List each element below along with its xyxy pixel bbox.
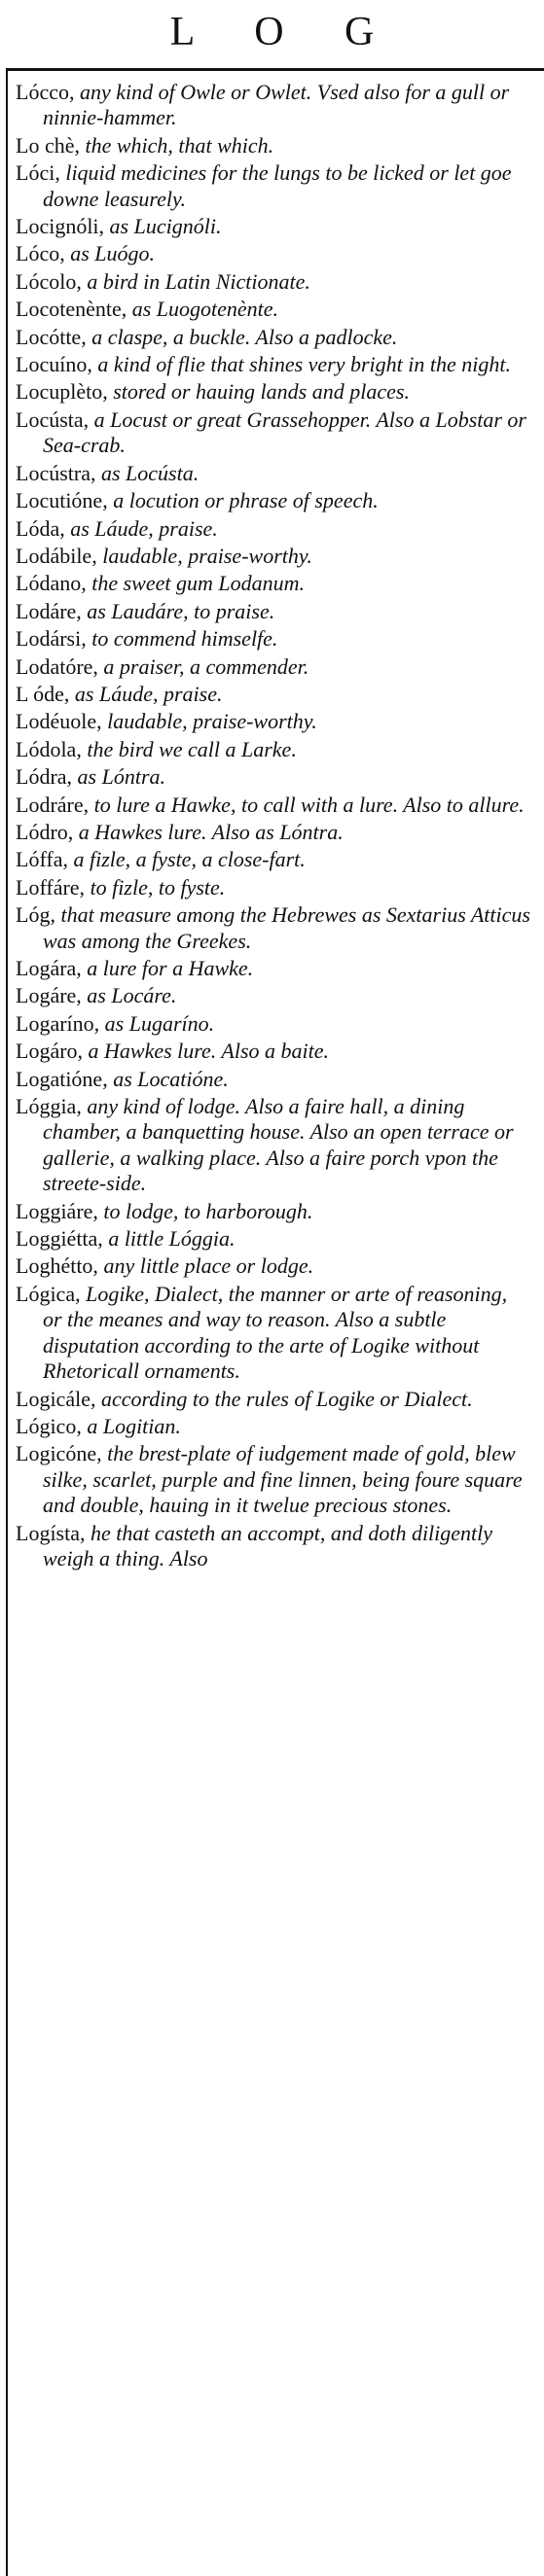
entry-definition: to lure a Hawke, to call with a lure. Also to allure. bbox=[89, 792, 525, 817]
dictionary-entry bbox=[16, 820, 531, 845]
page-header bbox=[0, 0, 544, 64]
entry-definition: to fizle, to fyste. bbox=[85, 874, 226, 900]
dictionary-entry bbox=[16, 241, 531, 266]
entry-definition: a kind of flie that shines very bright in the night. bbox=[91, 352, 511, 377]
entry-headword: Locotenènte, bbox=[16, 297, 127, 322]
entry-definition: that measure among the Hebrewes as Sextarius Atticus was among the Greekes. bbox=[43, 902, 530, 953]
dictionary-entry bbox=[16, 544, 531, 569]
entry-definition: stored or hauing lands and places. bbox=[107, 379, 410, 405]
entry-headword: Lodábile, bbox=[16, 543, 97, 568]
entry-headword: Logáro, bbox=[16, 1039, 84, 1064]
dictionary-entry bbox=[16, 1226, 531, 1252]
entry-definition: as Láude, praise. bbox=[64, 515, 218, 541]
entry-definition: as Locústa. bbox=[95, 460, 199, 485]
entry-headword: Logicále, bbox=[16, 1386, 96, 1411]
entry-headword: Loggiáre, bbox=[16, 1198, 98, 1223]
entry-headword: Lódola, bbox=[16, 736, 82, 761]
entry-definition: he that casteth an accompt, and doth diligently weigh a thing. Also bbox=[43, 1520, 493, 1570]
dictionary-entry bbox=[16, 214, 531, 239]
dictionary-entry bbox=[16, 737, 531, 762]
entry-definition: a praiser, a commender. bbox=[97, 653, 309, 679]
entry-definition: as Luógo. bbox=[64, 241, 155, 266]
entry-headword: Lóggia, bbox=[16, 1094, 82, 1119]
dictionary-entry bbox=[16, 1282, 531, 1385]
entry-definition: any kind of lodge. Also a faire hall, a dining chamber, a banquetting house. Also an open terrace or gallerie, a walking place. Also a faire porch vpon the streete-side. bbox=[43, 1094, 514, 1196]
dictionary-entry bbox=[16, 847, 531, 872]
entry-headword: Locústra, bbox=[16, 460, 96, 485]
entry-headword: Lodáre, bbox=[16, 598, 82, 623]
header-rule bbox=[6, 68, 544, 71]
dictionary-entry bbox=[16, 1039, 531, 1064]
entry-headword: Lóg, bbox=[16, 902, 55, 928]
entry-definition: a Locust or great Grassehopper. Also a Lobstar or Sea-crab. bbox=[43, 406, 526, 458]
entry-headword: Lóda, bbox=[16, 515, 65, 541]
dictionary-entry bbox=[16, 1387, 531, 1412]
dictionary-entry bbox=[16, 599, 531, 624]
dictionary-entry bbox=[16, 1253, 531, 1279]
entry-headword: Lodéuole, bbox=[16, 709, 102, 734]
entry-headword: Lo chè, bbox=[16, 132, 80, 158]
dictionary-entry bbox=[16, 133, 531, 159]
entry-definition: as Locáre. bbox=[81, 983, 177, 1008]
dictionary-entry bbox=[16, 1094, 531, 1197]
entry-definition: a little Lóggia. bbox=[102, 1226, 236, 1252]
entry-definition: liquid medicines for the lungs to be licked or let goe downe leasurely. bbox=[43, 160, 512, 211]
entry-definition: to commend himselfe. bbox=[86, 626, 278, 652]
entry-definition: as Laudáre, to praise. bbox=[81, 598, 275, 623]
dictionary-entry bbox=[16, 516, 531, 542]
entry-headword: Lógico, bbox=[16, 1413, 82, 1438]
entry-headword: Lógica, bbox=[16, 1281, 81, 1306]
entry-headword: Lódano, bbox=[16, 571, 87, 596]
entry-definition: a Logitian. bbox=[81, 1413, 181, 1438]
dictionary-entry bbox=[16, 352, 531, 377]
entry-headword: L óde, bbox=[16, 681, 70, 706]
entry-definition: as Luogotenènte. bbox=[127, 297, 279, 322]
dictionary-entry bbox=[16, 709, 531, 734]
dictionary-entry bbox=[16, 1011, 531, 1037]
dictionary-entry bbox=[16, 325, 531, 350]
dictionary-entry bbox=[16, 764, 531, 790]
entry-definition: the which, that which. bbox=[79, 132, 274, 158]
column-rule bbox=[6, 68, 8, 2576]
entry-headword: Lóco, bbox=[16, 241, 65, 266]
entry-definition: according to the rules of Logike or Dialect. bbox=[95, 1386, 473, 1411]
entry-headword: Locústa, bbox=[16, 406, 90, 432]
dictionary-entry bbox=[16, 983, 531, 1008]
dictionary-entry bbox=[16, 80, 531, 131]
entry-definition: a fizle, a fyste, a close-fart. bbox=[67, 847, 306, 872]
dictionary-entry bbox=[16, 379, 531, 405]
entry-definition: laudable, praise-worthy. bbox=[101, 709, 317, 734]
entry-headword: Logatióne, bbox=[16, 1066, 108, 1091]
entry-headword: Locignóli, bbox=[16, 214, 105, 239]
dictionary-entry bbox=[16, 160, 531, 212]
entry-definition: the bird we call a Larke. bbox=[81, 736, 297, 761]
entry-headword: Lódro, bbox=[16, 819, 74, 844]
entry-definition: a claspe, a buckle. Also a padlocke. bbox=[86, 324, 398, 349]
dictionary-entry bbox=[16, 1199, 531, 1224]
dictionary-entry bbox=[16, 461, 531, 486]
entry-definition: as Láude, praise. bbox=[69, 681, 223, 706]
entry-definition: a Hawkes lure. Also as Lóntra. bbox=[73, 819, 344, 844]
entry-headword: Lóffa, bbox=[16, 847, 68, 872]
entry-headword: Lodársi, bbox=[16, 626, 87, 652]
entry-definition: the sweet gum Lodanum. bbox=[86, 571, 305, 596]
entry-headword: Logáre, bbox=[16, 983, 82, 1008]
entry-definition: any little place or lodge. bbox=[97, 1253, 314, 1279]
dictionary-entry bbox=[16, 654, 531, 680]
entry-definition: as Lugaríno. bbox=[99, 1010, 215, 1036]
entry-definition: Logike, Dialect, the manner or arte of reasoning, or the meanes and way to reason. Also a subtle disputation according to the arte of Logike without Rhetoricall ornaments. bbox=[43, 1281, 508, 1384]
entry-headword: Logaríno, bbox=[16, 1010, 100, 1036]
entry-definition: as Lóntra. bbox=[72, 764, 166, 790]
entry-definition: the brest-plate of iudgement made of gold, blew silke, scarlet, purple and fine linnen, being foure square and double, hauing in it twelue precious stones. bbox=[43, 1441, 523, 1518]
dictionary-entry bbox=[16, 1441, 531, 1518]
entry-definition: a lure for a Hawke. bbox=[81, 956, 254, 980]
entry-headword: Lodráre, bbox=[16, 792, 90, 817]
entry-headword: Lódra, bbox=[16, 764, 73, 790]
dictionary-entries bbox=[16, 80, 531, 1573]
entry-headword: Lócco, bbox=[16, 80, 75, 104]
dictionary-entry bbox=[16, 1521, 531, 1572]
dictionary-entry bbox=[16, 269, 531, 295]
dictionary-entry bbox=[16, 626, 531, 652]
entry-headword: Lócolo, bbox=[16, 268, 82, 294]
dictionary-entry bbox=[16, 407, 531, 459]
entry-headword: Logicóne, bbox=[16, 1441, 102, 1466]
entry-headword: Loggiétta, bbox=[16, 1226, 103, 1252]
entry-headword: Locuíno, bbox=[16, 352, 92, 377]
dictionary-entry bbox=[16, 297, 531, 322]
entry-headword: Lóci, bbox=[16, 160, 60, 186]
entry-definition: a locution or phrase of speech. bbox=[107, 488, 379, 513]
page-title: L O G bbox=[169, 10, 400, 54]
entry-headword: Locótte, bbox=[16, 324, 87, 349]
dictionary-entry bbox=[16, 682, 531, 707]
dictionary-entry bbox=[16, 1067, 531, 1092]
dictionary-entry bbox=[16, 875, 531, 900]
entry-definition: as Lucignóli. bbox=[104, 214, 222, 239]
dictionary-entry bbox=[16, 571, 531, 596]
entry-definition: a bird in Latin Nictionate. bbox=[81, 268, 310, 294]
entry-headword: Loghétto, bbox=[16, 1253, 98, 1279]
dictionary-entry bbox=[16, 488, 531, 513]
dictionary-entry bbox=[16, 902, 531, 954]
entry-headword: Locutióne, bbox=[16, 488, 108, 513]
entry-headword: Lodatóre, bbox=[16, 653, 98, 679]
entry-headword: Locuplèto, bbox=[16, 379, 108, 405]
entry-headword: Logísta, bbox=[16, 1520, 86, 1545]
dictionary-entry bbox=[16, 956, 531, 981]
entry-definition: as Locatióne. bbox=[107, 1066, 229, 1091]
entry-definition: to lodge, to harborough. bbox=[97, 1198, 313, 1223]
entry-headword: Logára, bbox=[16, 956, 82, 980]
entry-definition: laudable, praise-worthy. bbox=[96, 543, 312, 568]
dictionary-entry bbox=[16, 1414, 531, 1439]
dictionary-entry bbox=[16, 793, 531, 818]
entry-definition: a Hawkes lure. Also a baite. bbox=[83, 1039, 330, 1064]
entry-headword: Loffáre, bbox=[16, 874, 86, 900]
entry-definition: any kind of Owle or Owlet. Vsed also for a gull or ninnie-hammer. bbox=[43, 80, 510, 130]
